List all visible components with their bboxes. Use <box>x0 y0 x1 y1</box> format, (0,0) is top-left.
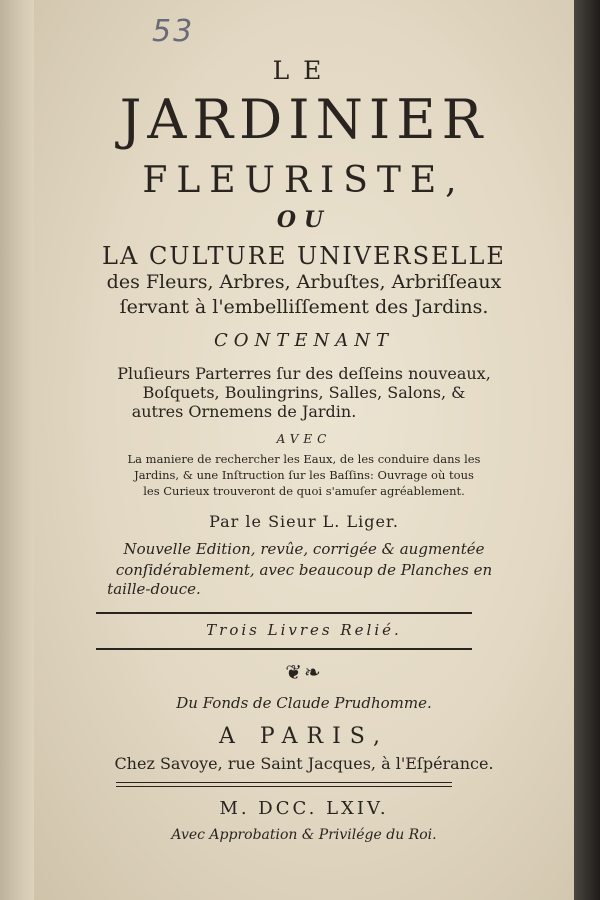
page-edge-shadow <box>574 0 600 900</box>
publisher-city: A PARIS, <box>218 724 390 749</box>
contents-line-3: autres Ornemens de Jardin. <box>131 402 357 421</box>
book-gutter <box>0 0 34 900</box>
contents-line-2: Boſquets, Boulingrins, Salles, Salons, & <box>142 383 466 402</box>
edition-line-3: taille-douce. <box>107 580 201 598</box>
with-line-2: Jardins, & une Inſtruction ſur les Baſſins: Ouvrage où tous <box>134 468 474 482</box>
title-page <box>34 0 574 900</box>
title-main: JARDINIER <box>119 88 489 151</box>
publisher-fonds: Du Fonds de Claude Prudhomme. <box>176 694 432 712</box>
author-line: Par le Sieur L. Liger. <box>209 512 399 531</box>
contents-line-1: Pluſieurs Parterres ſur des deſſeins nouveaux, <box>117 364 491 383</box>
privilege-line: Avec Approbation & Privilége du Roi. <box>171 827 437 843</box>
subtitle-line-2: ſervant à l'embelliſſement des Jardins. <box>119 296 489 318</box>
publication-year: M. DCC. LXIV. <box>219 798 389 819</box>
title-conjunction: OU <box>276 207 332 233</box>
edition-line-2: conſidérablement, avec beaucoup de Planches en <box>115 561 493 579</box>
contents-heading: CONTENANT <box>214 330 394 351</box>
handwritten-number: 53 <box>152 14 195 49</box>
with-line-3: les Curieux trouveront de quoi s'amuſer agréablement. <box>143 484 465 498</box>
with-line-1: La maniere de rechercher les Eaux, de les conduire dans les <box>127 452 481 466</box>
edition-line-1: Nouvelle Edition, revûe, corrigée & augmentée <box>123 540 485 558</box>
divider-rule-bottom <box>96 648 472 650</box>
title-article: LE <box>272 56 336 85</box>
subtitle-line-1: des Fleurs, Arbres, Arbuſtes, Arbriſſeaux <box>106 271 502 293</box>
volumes-line: Trois Livres Relié. <box>206 621 402 639</box>
title-second: FLEURISTE, <box>142 160 466 201</box>
subtitle-caps: LA CULTURE UNIVERSELLE <box>102 242 506 270</box>
divider-rule-double-1 <box>116 782 452 783</box>
with-heading: AVEC <box>276 432 332 446</box>
publisher-address: Chez Savoye, rue Saint Jacques, à l'Eſpérance. <box>114 754 494 773</box>
divider-rule-top <box>96 612 472 614</box>
fleuron-ornament-icon: ❦❧ <box>285 660 323 684</box>
divider-rule-double-2 <box>116 786 452 787</box>
